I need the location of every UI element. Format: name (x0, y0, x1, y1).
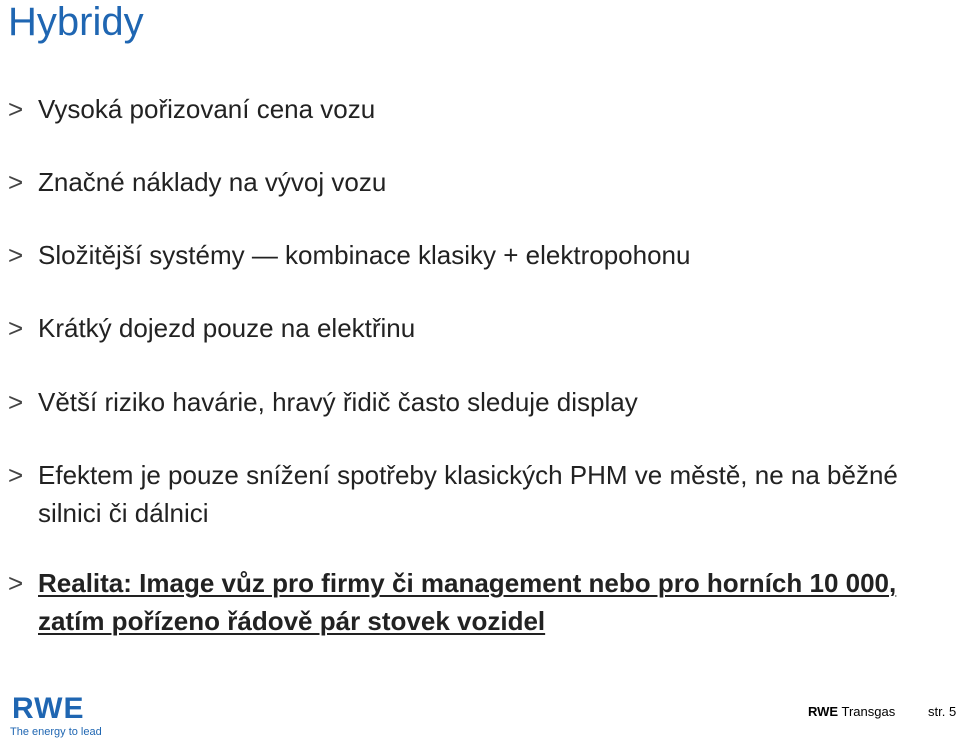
bullet-marker: > (8, 460, 24, 490)
logo-slogan: The energy to lead (10, 726, 102, 738)
bullet-text: Realita: Image vůz pro firmy či management nebo pro horních 10 000, zatím pořízeno řádově pár stovek vozidel (38, 568, 897, 636)
bullet-marker: > (8, 387, 24, 417)
bullet-text: Krátký dojezd pouze na elektřinu (38, 313, 416, 343)
bullet-item (8, 90, 938, 128)
footer-company-brand: RWE (808, 704, 839, 719)
bullet-item-emphasis (8, 564, 938, 640)
footer-company (808, 704, 895, 719)
bullet-item (8, 383, 938, 421)
bullet-text: Větší riziko havárie, hravý řidič často sleduje display (38, 387, 638, 417)
bullet-marker: > (8, 568, 24, 598)
bullet-item (8, 163, 938, 201)
bullet-marker: > (8, 94, 24, 124)
bullet-item (8, 456, 938, 532)
bullet-text: Složitější systémy — kombinace klasiky + elektropohonu (38, 240, 691, 270)
bullet-item (8, 236, 938, 274)
bullet-text: Vysoká pořizovaní cena vozu (38, 94, 376, 124)
bullet-text: Efektem je pouze snížení spotřeby klasických PHM ve městě, ne na běžné silnici či dálnici (38, 460, 898, 528)
logo-word: RWE (12, 692, 85, 725)
page-number: str. 5 (928, 704, 957, 719)
slide-title: Hybridy (8, 0, 144, 44)
bullet-marker: > (8, 240, 24, 270)
rwe-logo (6, 690, 102, 738)
bullet-marker: > (8, 313, 24, 343)
bullet-marker: > (8, 167, 24, 197)
bullet-text: Značné náklady na vývoj vozu (38, 167, 387, 197)
bullet-item (8, 309, 938, 347)
footer-company-name: Transgas (841, 704, 896, 719)
footer (0, 680, 960, 739)
